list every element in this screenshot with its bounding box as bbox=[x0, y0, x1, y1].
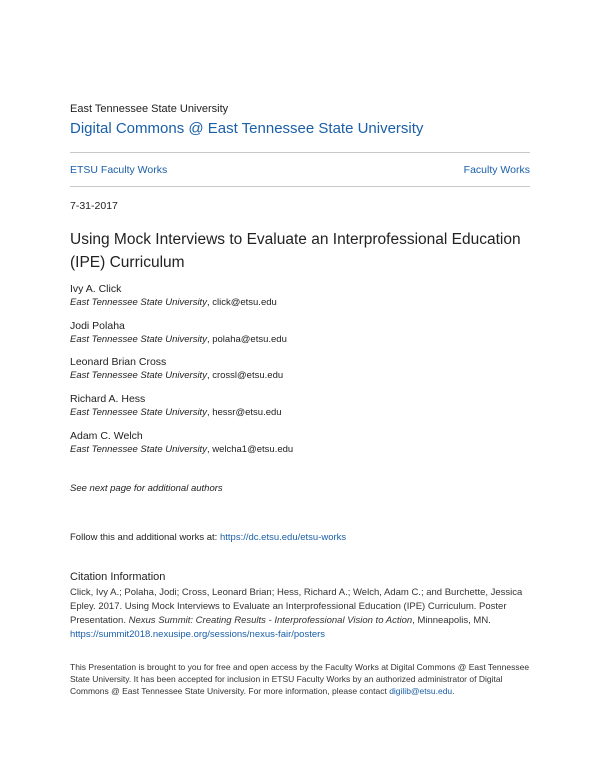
faculty-works-link[interactable]: Faculty Works bbox=[463, 164, 530, 176]
citation-location: , Minneapolis, MN. bbox=[412, 615, 491, 626]
additional-authors-note: See next page for additional authors bbox=[70, 483, 223, 494]
document-title: Using Mock Interviews to Evaluate an Interprofessional Education (IPE) Curriculum bbox=[70, 231, 521, 271]
author-institution: East Tennessee State University bbox=[70, 407, 207, 418]
repository-link[interactable]: Digital Commons @ East Tennessee State University bbox=[70, 120, 424, 137]
footer-end: . bbox=[452, 686, 455, 696]
author-name: Adam C. Welch bbox=[70, 430, 143, 442]
etsu-works-link[interactable]: https://dc.etsu.edu/etsu-works bbox=[219, 532, 347, 543]
author-affiliation: East Tennessee State University, crossl@etsu.edu bbox=[70, 370, 284, 381]
author-institution: East Tennessee State University bbox=[70, 370, 207, 381]
author-entry bbox=[70, 392, 282, 420]
author-email: polaha@etsu.edu bbox=[212, 334, 287, 345]
author-affiliation: East Tennessee State University, click@etsu.edu bbox=[70, 297, 277, 308]
divider-bottom bbox=[70, 186, 530, 187]
author-affiliation: East Tennessee State University, welcha1@etsu.edu bbox=[70, 444, 294, 455]
footer-notice bbox=[70, 661, 532, 697]
follow-text: Follow this and additional works at: bbox=[70, 532, 220, 543]
author-entry bbox=[70, 355, 283, 383]
author-name: Leonard Brian Cross bbox=[70, 356, 167, 368]
etsu-faculty-works-link[interactable]: ETSU Faculty Works bbox=[70, 164, 168, 176]
follow-line bbox=[70, 532, 346, 543]
author-name: Richard A. Hess bbox=[70, 393, 146, 405]
author-email: crossl@etsu.edu bbox=[212, 370, 284, 381]
footer-text: This Presentation is brought to you for free and open access by the Faculty Works at Digital Commons @ East Tennessee State University. It has been accepted for inclusion in ETSU Faculty Works by an authorized administrator of Digital Commons @ East Tennessee State University. For more information, please contact bbox=[70, 662, 530, 696]
author-name: Jodi Polaha bbox=[70, 320, 125, 332]
author-email: welcha1@etsu.edu bbox=[212, 444, 294, 455]
author-email: click@etsu.edu bbox=[212, 297, 277, 308]
contact-email-link[interactable]: digilib@etsu.edu bbox=[389, 686, 453, 696]
citation-text bbox=[70, 586, 532, 642]
divider-top bbox=[70, 152, 530, 153]
institution-name: East Tennessee State University bbox=[70, 103, 229, 115]
author-institution: East Tennessee State University bbox=[70, 334, 207, 345]
citation-venue: Nexus Summit: Creating Results - Interprofessional Vision to Action bbox=[128, 615, 413, 626]
author-institution: East Tennessee State University bbox=[70, 444, 207, 455]
author-email: hessr@etsu.edu bbox=[212, 407, 282, 418]
citation-main: Click, Ivy A.; Polaha, Jodi; Cross, Leonard Brian; Hess, Richard A.; Welch, Adam C.; and Burchette, Jessica Epley. 2017. Using Mock Interviews to Evaluate an Interprofessional Education (IPE) Curriculum. Poster Presentation. bbox=[70, 587, 523, 626]
author-entry bbox=[70, 282, 277, 310]
author-entry bbox=[70, 319, 287, 347]
author-name: Ivy A. Click bbox=[70, 283, 122, 295]
citation-link[interactable]: https://summit2018.nexusipe.org/sessions/nexus-fair/posters bbox=[70, 629, 326, 640]
author-entry bbox=[70, 429, 293, 457]
author-affiliation: East Tennessee State University, hessr@etsu.edu bbox=[70, 407, 282, 418]
citation-heading: Citation Information bbox=[70, 571, 166, 583]
publication-date: 7-31-2017 bbox=[70, 200, 118, 212]
author-institution: East Tennessee State University bbox=[70, 297, 207, 308]
author-affiliation: East Tennessee State University, polaha@etsu.edu bbox=[70, 334, 287, 345]
